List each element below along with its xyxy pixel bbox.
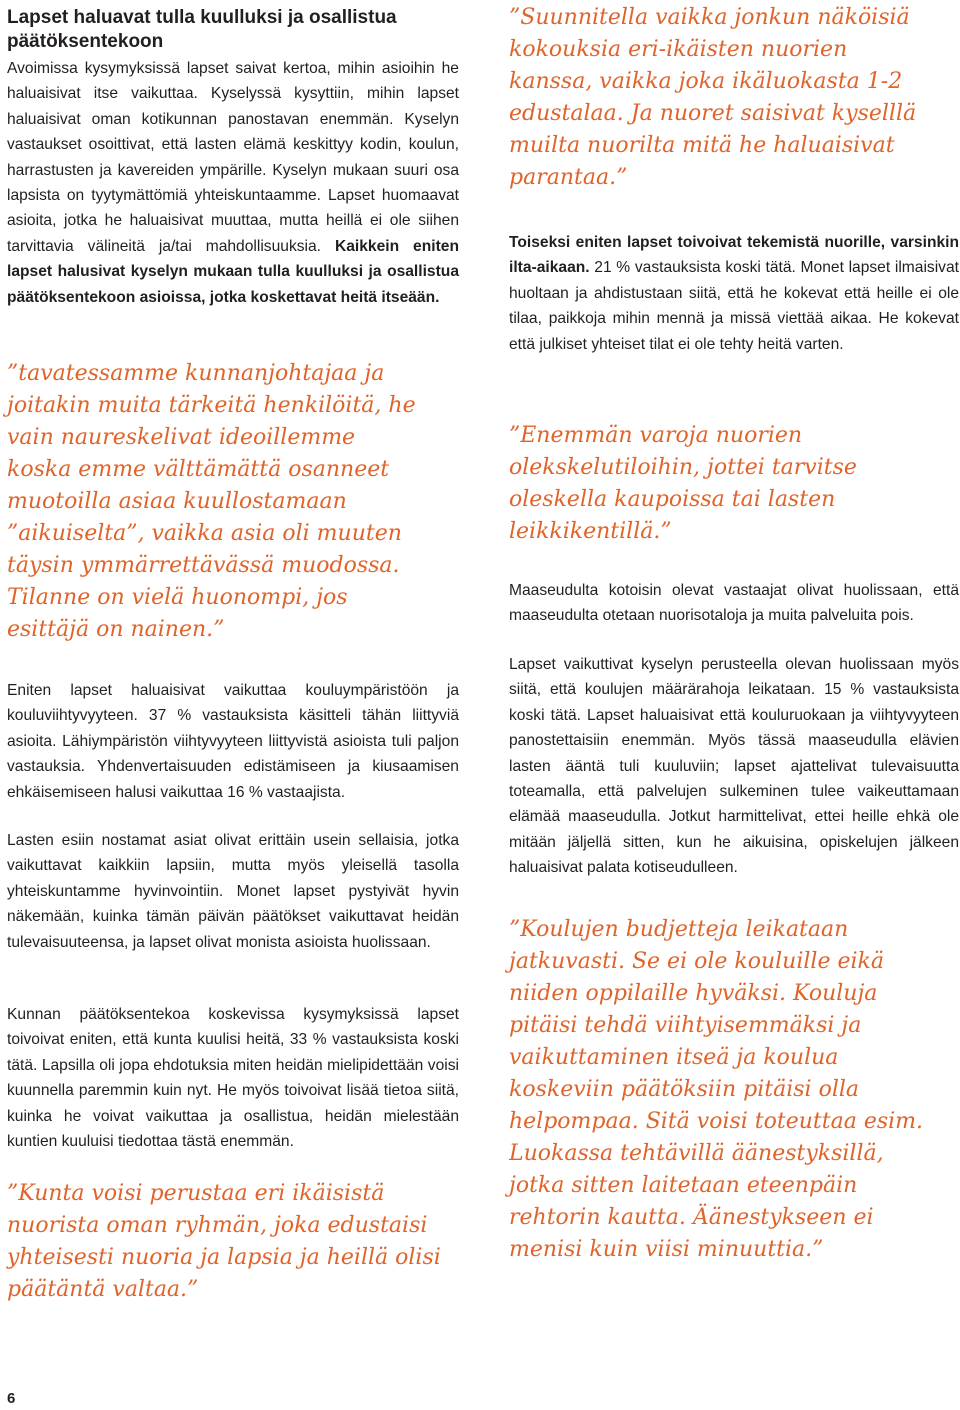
quote-youth-spaces: ”Enemmän varoja nuorien olekskelutiloihin, jottei tarvitse oleskella kaupoissa tai lasten leikkikentillä.”	[509, 423, 857, 544]
paragraph-municipal-decisions: Kunnan päätöksentekoa koskevissa kysymyksissä lapset toivoivat eniten, että kunta kuulisi heitä, 33 % vastauksista koski tätä. Lapsilla oli jopa ehdotuksia miten heidän mielipidettään voisi kuunnella paremmin kuin nyt. He myös toivoivat lisää tietoa siitä, kuinka he voivat vaikuttaa ja osallistua, heidän mielestään kuntien kuuluisi tiedottaa tästä enemmän.	[7, 1006, 459, 1151]
quote-mayor: ”tavatessamme kunnanjohtajaa ja joitakin muita tärkeitä henkilöitä, he vain naureskelivat ideoillemme koska emme välttämättä osanneet muotoilla asiaa kuullostamaan ”aikuiselta”, vaikka asia oli muuten täysin ymmärrettävässä muodossa. Tilanne on vielä huonompi, jos esittäjä on nainen.”	[7, 361, 416, 642]
quote-meetings: ”Suunnitella vaikka jonkun näköisiä kokouksia eri-ikäisten nuorien kanssa, vaikka joka ikäluokasta 1-2 edustalaa. Ja nuoret saisivat kyselllä muilta nuorilta mitä he haluaisivat parantaa.”	[509, 5, 917, 190]
intro-paragraph	[7, 56, 459, 310]
intro-bold-text: Kaikkein eniten lapset halusivat kyselyn mukaan tulla kuulluksi ja osallistua päätöksentekoon asioissa, jotka koskettavat heitä itseään.	[7, 237, 459, 306]
activities-bold-text: Toiseksi eniten lapset toivoivat tekemistä nuorille, varsinkin ilta-aikaan.	[509, 234, 959, 277]
paragraph-children-concerns: Lasten esiin nostamat asiat olivat erittäin usein sellaisia, jotka vaikuttavat kaikkiin lapsiin, mutta myös yleisellä tasolla yhteiskuntamme hyvinvointiin. Monet lapset pystyivät hyvin näkemään, kuinka tämän päivän päätökset vaikuttavat heidän tulevaisuuteensa, ja lapset olivat monista asioista huolissaan.	[7, 832, 459, 951]
quote-school-budgets: ”Koulujen budjetteja leikataan jatkuvasti. Se ei ole kouluille eikä niiden oppilaille hyväksi. Kouluja pitäisi tehdä viihtyisemmäksi ja vaikuttaminen itseä ja koulua koskeviin päätöksiin pitäisi olla helpompaa. Sitä voisi toteuttaa esim. Luokassa tehtävillä äänestyksillä, jotka sitten laitetaan eteenpäin rehtorin kautta. Äänestykseen ei menisi kuin viisi minuuttia.”	[509, 917, 924, 1262]
paragraph-school-budgets: Lapset vaikuttivat kyselyn perusteella olevan huolissaan myös siitä, että koulujen määrärahoja leikataan. 15 % vastauksista koski tätä. Lapset haluaisivat että kouluruokaan ja viihtyvyyteen panostettaisiin enemmän. Myös tässä maaseudulla elävien lasten ääntä tuli kuuluviin; lapset ajattelivat tulevaisuutta toteamalla, että palvelujen sulkeminen tulee vaikeuttamaan elämää maaseudulla. Jotkut harmittelivat, ettei heille ehkä ole mitään jäljellä sitten, kun he aikuisina, opiskelujen jälkeen haluaisivat palata kotiseudulleen.	[509, 656, 959, 877]
paragraph-school-environment: Eniten lapset haluaisivat vaikuttaa kouluympäristöön ja kouluviihtyvyyteen. 37 % vastauksista käsitteli tähän liittyviä asioita. Lähiympäristön viihtyvyyteen liittyvistä asioista tuli paljon vastauksia. Yhdenvertaisuuden edistämiseen ja kiusaamisen ehkäisemiseen halusi vaikuttaa 16 % vastaajista.	[7, 682, 459, 801]
paragraph-countryside: Maaseudulta kotoisin olevat vastaajat olivat huolissaan, että maaseudulta otetaan nuorisotaloja ja muita palveluita pois.	[509, 582, 959, 625]
intro-text: Avoimissa kysymyksissä lapset saivat kertoa, mihin asioihin he haluaisivat itse vaikuttaa. Kyselyssä kysyttiin, mihin lapset haluaisivat oman kotikunnan panostavan enemmän. Kyselyn vastaukset osoittivat, että lasten elämä keskittyy kodin, koulun, harrastusten ja kavereiden ympärille. Kyselyn mukaan suuri osa lapsista on tyytymättömiä yhteiskuntaamme. Lapset huomaavat asioita, jotka he haluaisivat muuttaa, mutta heillä ei ole siihen tarvittavia välineitä ja/tai mahdollisuuksia.	[7, 60, 459, 255]
paragraph-activities	[509, 230, 959, 357]
section-heading: Lapset haluavat tulla kuulluksi ja osallistua päätöksentekoon	[7, 7, 397, 52]
activities-text: 21 % vastauksista koski tätä. Monet lapset ilmaisivat huoltaan ja ahdistustaan siitä, että he kokevat että heille ei ole tilaa, paikkoja mihin mennä ja missä viettää aikaa. He kokevat että julkiset yhteiset tilat ei ole tehty heitä varten.	[509, 259, 959, 353]
page-number: 6	[7, 1390, 16, 1407]
quote-youth-group: ”Kunta voisi perustaa eri ikäisistä nuorista oman ryhmän, joka edustaisi yhteisesti nuoria ja lapsia ja heillä olisi päätäntä valtaa.”	[7, 1181, 441, 1302]
